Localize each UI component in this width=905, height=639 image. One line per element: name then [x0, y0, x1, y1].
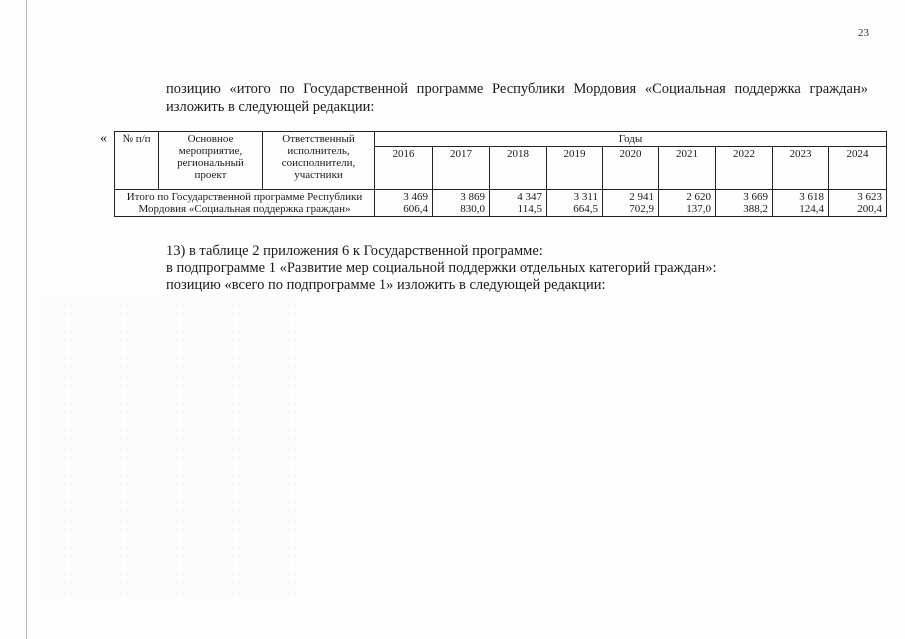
value-2020: 2 941 702,9 [603, 190, 659, 217]
header-num: № п/п [115, 132, 159, 190]
section-13-line-1: 13) в таблице 2 приложения 6 к Государственной программе: [166, 243, 543, 259]
section-13-line-3: позицию «всего по подпрограмме 1» изложить в следующей редакции: [166, 277, 606, 293]
value-2017: 3 869 830,0 [433, 190, 490, 217]
value-2019: 3 311 664,5 [547, 190, 603, 217]
intro-line-1: позицию «итого по Государственной программе Республики Мордовия «Социальная поддержка граждан» [166, 81, 868, 97]
year-2020: 2020 [603, 147, 659, 190]
year-2022: 2022 [716, 147, 773, 190]
row-label: Итого по Государственной программе Республики Мордовия «Социальная поддержка граждан» [115, 190, 375, 217]
page-number: 23 [858, 27, 869, 39]
value-2016: 3 469 606,4 [375, 190, 433, 217]
intro-line-2: изложить в следующей редакции: [166, 99, 375, 115]
program-totals-table [114, 131, 887, 217]
year-2021: 2021 [659, 147, 716, 190]
value-2023: 3 618 124,4 [773, 190, 829, 217]
value-2021: 2 620 137,0 [659, 190, 716, 217]
section-13-line-2: в подпрограмме 1 «Развитие мер социальной поддержки отдельных категорий граждан»: [166, 260, 717, 276]
section-13-paragraph [166, 243, 868, 294]
header-responsible: Ответственный исполнитель, соисполнители, участники [263, 132, 375, 190]
scan-noise [40, 300, 300, 600]
year-2019: 2019 [547, 147, 603, 190]
year-2018: 2018 [490, 147, 547, 190]
year-2023: 2023 [773, 147, 829, 190]
header-years-group: Годы [375, 132, 887, 147]
intro-paragraph [166, 80, 868, 116]
value-2018: 4 347 114,5 [490, 190, 547, 217]
value-2022: 3 669 388,2 [716, 190, 773, 217]
page-margin-line [26, 0, 27, 639]
header-row-1 [115, 132, 887, 147]
year-2017: 2017 [433, 147, 490, 190]
opening-quote: « [100, 131, 107, 146]
year-2024: 2024 [829, 147, 887, 190]
value-2024: 3 623 200,4 [829, 190, 887, 217]
table-row [115, 190, 887, 217]
header-event: Основное мероприятие, региональный проект [159, 132, 263, 190]
year-2016: 2016 [375, 147, 433, 190]
